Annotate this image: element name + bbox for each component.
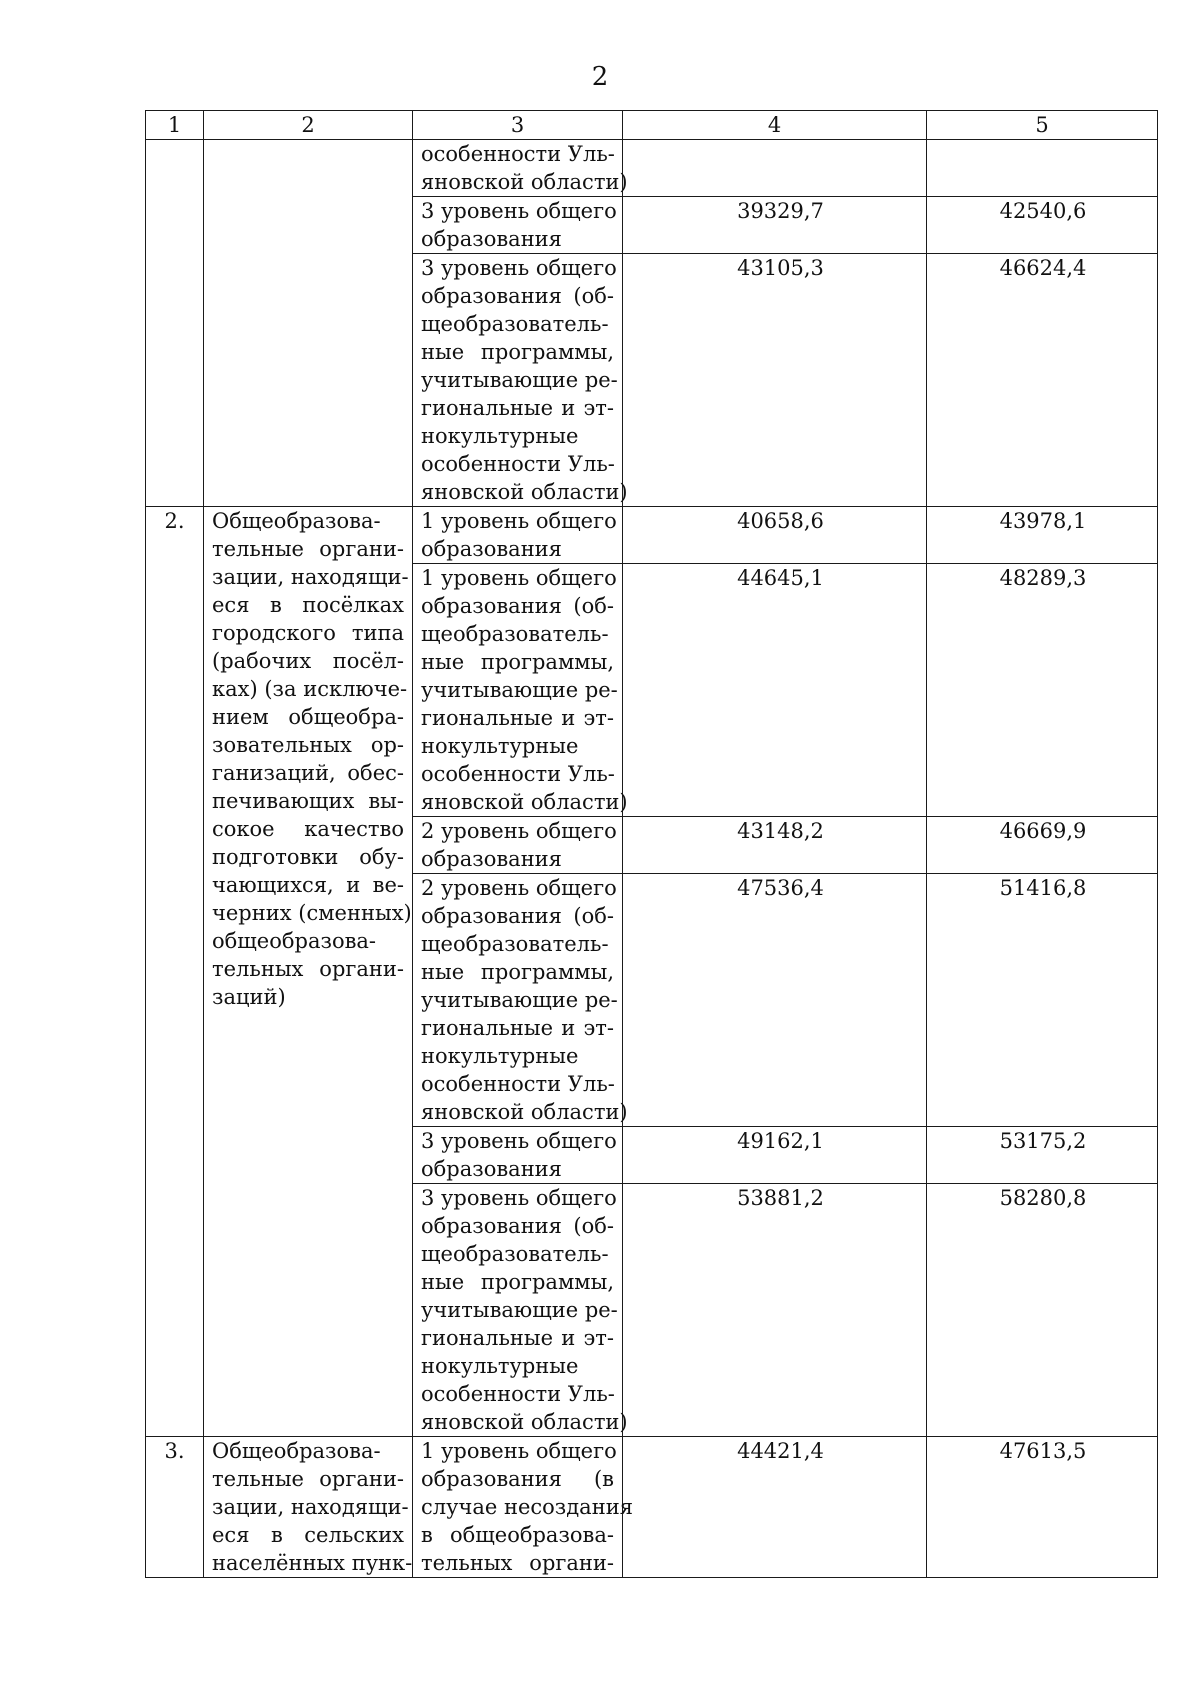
value-col5: 58280,8 — [927, 1184, 1158, 1437]
organization-cell-line: городского типа — [212, 621, 404, 645]
value-col5: 46624,4 — [927, 254, 1158, 507]
education-level-cell-line: нокультурные — [421, 1354, 579, 1378]
organization-cell — [204, 140, 413, 507]
column-number-2: 2 — [204, 111, 413, 140]
education-level-cell-line: щеобразователь- — [421, 1242, 609, 1266]
education-level-cell-line: образования (об- — [421, 594, 614, 618]
education-level-cell-line: 1 уровень общего — [421, 566, 617, 590]
organization-cell-line: зовательных ор- — [212, 733, 404, 757]
education-level-cell-line: особенности Уль- — [421, 762, 615, 786]
education-level-cell — [413, 1127, 623, 1184]
education-level-cell-line: образования (в — [421, 1467, 614, 1491]
value-col4: 47536,4 — [623, 874, 927, 1127]
organization-cell-line: чающихся, и ве- — [212, 873, 404, 897]
education-level-cell-line: 2 уровень общего — [421, 819, 617, 843]
education-level-cell-line: щеобразователь- — [421, 932, 609, 956]
organization-cell-line: зации, находящи- — [212, 565, 409, 589]
education-level-cell-line: яновской области) — [421, 1100, 628, 1124]
organization-cell — [204, 507, 413, 1437]
column-number-1: 1 — [146, 111, 204, 140]
value-col5: 51416,8 — [927, 874, 1158, 1127]
education-level-cell-line: ные программы, — [421, 960, 614, 984]
education-level-cell-line: образования — [421, 227, 562, 251]
value-col4: 43148,2 — [623, 817, 927, 874]
education-level-cell-line: 3 уровень общего — [421, 199, 617, 223]
organization-cell-line: зации, находящи- — [212, 1495, 409, 1519]
education-level-cell-line: в общеобразова- — [421, 1523, 614, 1547]
education-level-cell-line: образования — [421, 847, 562, 871]
education-level-cell-line: ные программы, — [421, 340, 614, 364]
education-level-cell — [413, 817, 623, 874]
education-level-cell-line: образования (об- — [421, 904, 614, 928]
education-level-cell-line: учитывающие ре- — [421, 988, 618, 1012]
organization-cell-line: еся в посёлках — [212, 593, 404, 617]
education-level-cell-line: нокультурные — [421, 424, 579, 448]
organization-cell-line: ках) (за исключе- — [212, 677, 408, 701]
organization-cell-line: населённых пунк- — [212, 1551, 413, 1575]
education-level-cell-line: тельных органи- — [421, 1551, 614, 1575]
education-level-cell-line: 1 уровень общего — [421, 509, 617, 533]
organization-cell-line: подготовки обу- — [212, 845, 404, 869]
education-level-cell-line: учитывающие ре- — [421, 1298, 618, 1322]
table-body — [146, 140, 1158, 1578]
education-level-cell-line: учитывающие ре- — [421, 368, 618, 392]
education-level-cell-line: 3 уровень общего — [421, 1129, 617, 1153]
education-level-cell-line: образования — [421, 537, 562, 561]
organization-cell — [204, 1437, 413, 1578]
value-col4 — [623, 140, 927, 197]
value-col4: 49162,1 — [623, 1127, 927, 1184]
education-level-cell-line: образования (об- — [421, 284, 614, 308]
organization-cell-line: ганизаций, обес- — [212, 761, 404, 785]
organization-cell-line: заций) — [212, 985, 286, 1009]
education-level-cell-line: случае несоздания — [421, 1495, 633, 1519]
organization-cell-line: (рабочих посёл- — [212, 649, 404, 673]
tariff-table — [145, 110, 1158, 1578]
education-level-cell-line: 2 уровень общего — [421, 876, 617, 900]
value-col4: 53881,2 — [623, 1184, 927, 1437]
education-level-cell — [413, 197, 623, 254]
organization-cell-line: тельные органи- — [212, 537, 404, 561]
education-level-cell-line: яновской области) — [421, 170, 628, 194]
education-level-cell-line: образования — [421, 1157, 562, 1181]
education-level-cell-line: нокультурные — [421, 734, 579, 758]
value-col5: 53175,2 — [927, 1127, 1158, 1184]
table-row — [146, 140, 1158, 197]
table-row — [146, 1437, 1158, 1578]
education-level-cell — [413, 874, 628, 1127]
row-number-cell — [146, 140, 204, 507]
education-level-cell — [413, 1437, 633, 1578]
column-number-4: 4 — [623, 111, 927, 140]
education-level-cell-line: образования (об- — [421, 1214, 614, 1238]
organization-cell-line: еся в сельских — [212, 1523, 404, 1547]
organization-cell-line: Общеобразова- — [212, 1439, 381, 1463]
value-col4: 43105,3 — [623, 254, 927, 507]
organization-cell-line: черних (сменных) — [212, 901, 412, 925]
education-level-cell — [413, 564, 628, 817]
education-level-cell-line: щеобразователь- — [421, 622, 609, 646]
organization-cell-line: нием общеобра- — [212, 705, 404, 729]
column-number-row — [146, 111, 1158, 140]
education-level-cell-line: щеобразователь- — [421, 312, 609, 336]
value-col5: 48289,3 — [927, 564, 1158, 817]
education-level-cell-line: особенности Уль- — [421, 452, 615, 476]
education-level-cell-line: особенности Уль- — [421, 1072, 615, 1096]
education-level-cell-line: особенности Уль- — [421, 142, 615, 166]
value-col5: 42540,6 — [927, 197, 1158, 254]
education-level-cell-line: ные программы, — [421, 650, 614, 674]
value-col5: 43978,1 — [927, 507, 1158, 564]
education-level-cell-line: 3 уровень общего — [421, 1186, 617, 1210]
page-number: 2 — [591, 62, 609, 92]
row-number-cell: 2. — [146, 507, 204, 1437]
column-number-3: 3 — [413, 111, 623, 140]
education-level-cell-line: яновской области) — [421, 790, 628, 814]
table-row — [146, 507, 1158, 564]
education-level-cell — [413, 507, 623, 564]
education-level-cell-line: ные программы, — [421, 1270, 614, 1294]
education-level-cell-line: 1 уровень общего — [421, 1439, 617, 1463]
education-level-cell-line: 3 уровень общего — [421, 256, 617, 280]
organization-cell-line: общеобразова- — [212, 929, 377, 953]
organization-cell-line: тельные органи- — [212, 1467, 404, 1491]
organization-cell-line: сокое качество — [212, 817, 404, 841]
value-col4: 44645,1 — [623, 564, 927, 817]
value-col5: 47613,5 — [927, 1437, 1158, 1578]
value-col4: 44421,4 — [623, 1437, 927, 1578]
column-number-5: 5 — [927, 111, 1158, 140]
value-col4: 39329,7 — [623, 197, 927, 254]
organization-cell-line: тельных органи- — [212, 957, 404, 981]
value-col4: 40658,6 — [623, 507, 927, 564]
education-level-cell — [413, 254, 628, 507]
education-level-cell-line: гиональные и эт- — [421, 1326, 614, 1350]
education-level-cell-line: гиональные и эт- — [421, 396, 614, 420]
education-level-cell-line: яновской области) — [421, 1410, 628, 1434]
education-level-cell — [413, 140, 628, 197]
education-level-cell-line: гиональные и эт- — [421, 706, 614, 730]
value-col5 — [927, 140, 1158, 197]
value-col5: 46669,9 — [927, 817, 1158, 874]
organization-cell-line: печивающих вы- — [212, 789, 404, 813]
education-level-cell-line: учитывающие ре- — [421, 678, 618, 702]
education-level-cell-line: особенности Уль- — [421, 1382, 615, 1406]
education-level-cell-line: нокультурные — [421, 1044, 579, 1068]
organization-cell-line: Общеобразова- — [212, 509, 381, 533]
education-level-cell-line: яновской области) — [421, 480, 628, 504]
education-level-cell — [413, 1184, 628, 1437]
row-number-cell: 3. — [146, 1437, 204, 1578]
education-level-cell-line: гиональные и эт- — [421, 1016, 614, 1040]
